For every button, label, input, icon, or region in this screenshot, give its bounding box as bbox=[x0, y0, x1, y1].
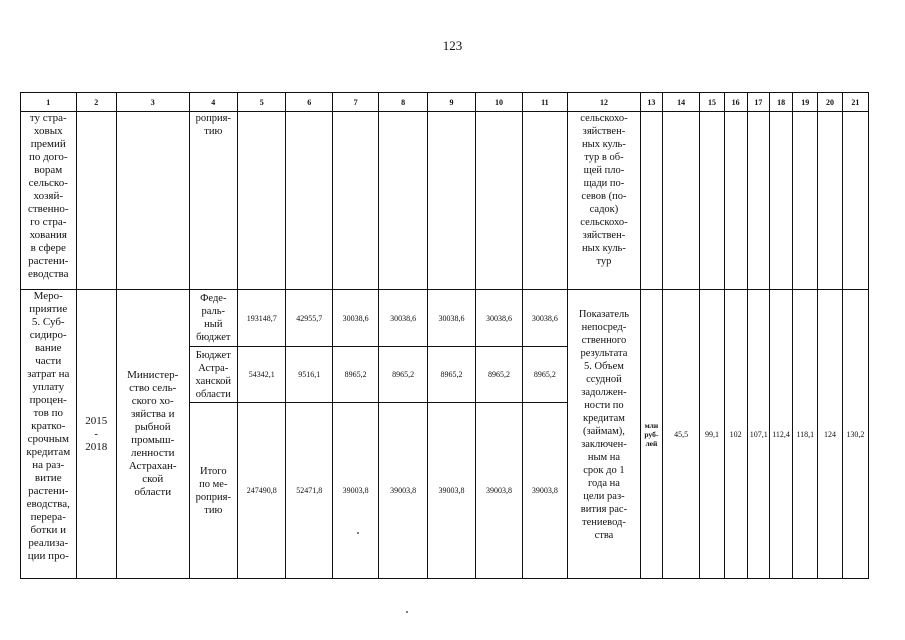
column-number-row bbox=[21, 93, 869, 112]
value-cell: 30038,6 bbox=[427, 290, 475, 347]
value-cell: 39003,8 bbox=[427, 403, 475, 579]
value-cell: 247490,8 bbox=[238, 403, 286, 579]
value-cell: 30038,6 bbox=[332, 290, 378, 347]
value-cell: 112,4 bbox=[769, 290, 792, 579]
value-cell: 45,5 bbox=[662, 290, 699, 579]
value-cell: 118,1 bbox=[793, 290, 818, 579]
empty-cell bbox=[700, 112, 724, 290]
value-cell: 102 bbox=[724, 290, 747, 579]
header-cell: 13 bbox=[640, 93, 662, 112]
value-cell: 42955,7 bbox=[286, 290, 332, 347]
value-cell: 8965,2 bbox=[522, 347, 567, 403]
header-cell: 12 bbox=[568, 93, 641, 112]
measure-description-cell: ту стра- ховых премий по дого- ворам сельско- хозяй- ственно- го стра- хования в сфере растени- еводства bbox=[21, 112, 77, 290]
page-number: 123 bbox=[442, 38, 463, 53]
header-cell: 17 bbox=[747, 93, 769, 112]
header-cell: 20 bbox=[818, 93, 842, 112]
funding-source-cell: роприя- тию bbox=[189, 112, 237, 290]
value-cell: 30038,6 bbox=[522, 290, 567, 347]
empty-cell bbox=[238, 112, 286, 290]
measure-description-cell: Меро- приятие 5. Суб- сидиро- вание части затрат на уплату процен- тов по кратко- срочным кредитам на раз- витие растени- еводства, перера- ботки и реализа- ции про- bbox=[21, 290, 77, 579]
value-cell: 124 bbox=[818, 290, 842, 579]
empty-cell bbox=[476, 112, 522, 290]
header-cell: 10 bbox=[476, 93, 522, 112]
empty-cell bbox=[286, 112, 332, 290]
empty-cell bbox=[427, 112, 475, 290]
empty-cell bbox=[522, 112, 567, 290]
header-cell: 6 bbox=[286, 93, 332, 112]
period-cell: 2015 - 2018 bbox=[76, 290, 116, 579]
program-table bbox=[20, 92, 869, 579]
empty-cell bbox=[842, 112, 868, 290]
header-cell: 16 bbox=[724, 93, 747, 112]
value-cell: 52471,8 bbox=[286, 403, 332, 579]
unit-cell: млн руб- лей bbox=[640, 290, 662, 579]
funding-source-cell: Бюджет Астра- ханской области bbox=[189, 347, 237, 403]
header-cell: 7 bbox=[332, 93, 378, 112]
value-cell: 54342,1 bbox=[238, 347, 286, 403]
scan-speck bbox=[406, 611, 408, 613]
header-cell: 14 bbox=[662, 93, 699, 112]
scan-speck bbox=[357, 532, 359, 534]
value-cell: 9516,1 bbox=[286, 347, 332, 403]
indicator-cell: Показатель непосред- ственного результата 5. Объем ссудной задолжен- ности по кредитам (займам), заключен- ным на срок до 1 года на цели раз- вития рас- тениевод- ства bbox=[568, 290, 641, 579]
funding-source-cell: Итого по ме- роприя- тию bbox=[189, 403, 237, 579]
value-cell: 8965,2 bbox=[379, 347, 427, 403]
value-cell: 130,2 bbox=[842, 290, 868, 579]
value-cell: 30038,6 bbox=[476, 290, 522, 347]
empty-cell bbox=[793, 112, 818, 290]
value-cell: 39003,8 bbox=[332, 403, 378, 579]
header-cell: 4 bbox=[189, 93, 237, 112]
header-cell: 11 bbox=[522, 93, 567, 112]
empty-cell bbox=[662, 112, 699, 290]
value-cell: 8965,2 bbox=[427, 347, 475, 403]
value-cell: 39003,8 bbox=[476, 403, 522, 579]
value-cell: 30038,6 bbox=[379, 290, 427, 347]
header-cell: 9 bbox=[427, 93, 475, 112]
empty-cell bbox=[818, 112, 842, 290]
header-cell: 5 bbox=[238, 93, 286, 112]
header-cell: 3 bbox=[116, 93, 189, 112]
header-cell: 18 bbox=[769, 93, 792, 112]
header-cell: 21 bbox=[842, 93, 868, 112]
value-cell: 193148,7 bbox=[238, 290, 286, 347]
table-row bbox=[21, 290, 869, 347]
header-cell: 19 bbox=[793, 93, 818, 112]
executor-cell: Министер- ство сель- ского хо- зяйства и рыбной промыш- ленности Астрахан- ской области bbox=[116, 290, 189, 579]
indicator-cell: сельскохо- зяйствен- ных куль- тур в об- щей пло- щади по- севов (по- садок) сельскохо- зяйствен- ных куль- тур bbox=[568, 112, 641, 290]
empty-cell bbox=[116, 112, 189, 290]
empty-cell bbox=[76, 112, 116, 290]
value-cell: 107,1 bbox=[747, 290, 769, 579]
empty-cell bbox=[379, 112, 427, 290]
empty-cell bbox=[332, 112, 378, 290]
header-cell: 2 bbox=[76, 93, 116, 112]
table-row bbox=[21, 112, 869, 290]
value-cell: 99,1 bbox=[700, 290, 724, 579]
header-cell: 8 bbox=[379, 93, 427, 112]
header-cell: 1 bbox=[21, 93, 77, 112]
empty-cell bbox=[724, 112, 747, 290]
value-cell: 39003,8 bbox=[379, 403, 427, 579]
empty-cell bbox=[640, 112, 662, 290]
funding-source-cell: Феде- раль- ный бюджет bbox=[189, 290, 237, 347]
header-cell: 15 bbox=[700, 93, 724, 112]
empty-cell bbox=[747, 112, 769, 290]
value-cell: 39003,8 bbox=[522, 403, 567, 579]
value-cell: 8965,2 bbox=[332, 347, 378, 403]
empty-cell bbox=[769, 112, 792, 290]
value-cell: 8965,2 bbox=[476, 347, 522, 403]
